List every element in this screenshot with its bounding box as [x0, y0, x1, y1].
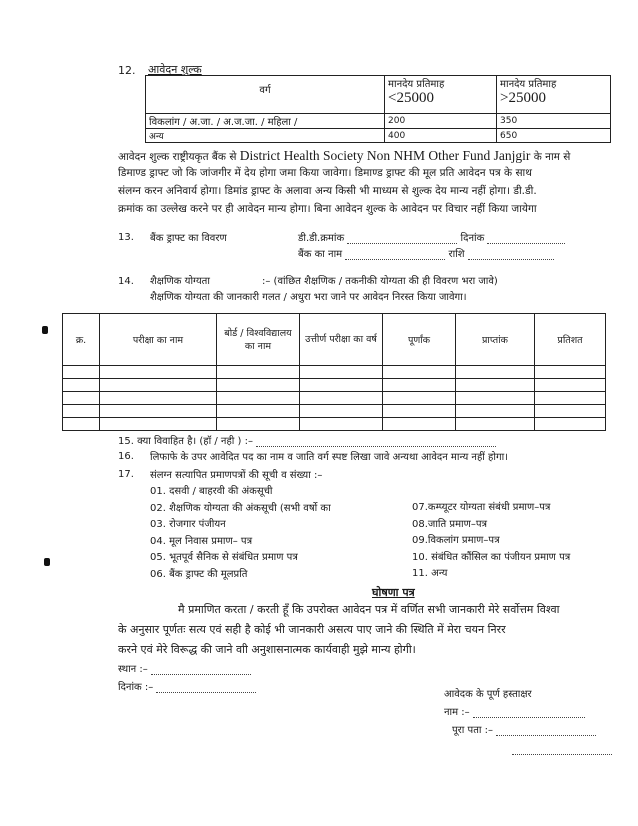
fee-table — [145, 75, 611, 143]
docs-left-list — [150, 484, 331, 583]
dd-bank-blank[interactable] — [345, 249, 445, 260]
declaration-line1: मै प्रमाणित करता / करती हूँ कि उपरोक्त आवेदन पत्र में वर्णित सभी जानकारी मेरे सर्वोत्तम विश्वा — [178, 603, 560, 616]
cell[interactable] — [535, 418, 606, 431]
date-blank[interactable] — [156, 682, 256, 693]
section-13-number: 13. — [118, 232, 134, 243]
fee-col1-line1: मानदेय प्रतिमाह — [388, 79, 445, 90]
address-blank-line2[interactable] — [512, 736, 612, 755]
edu-header-percent: प्रतिशत — [535, 314, 606, 366]
cell[interactable] — [300, 405, 383, 418]
fee-paragraph-line3: संलग्न करन अनिवार्य होगा। डिमांड ड्राफ्ट के अलावा अन्य किसी भी माध्यम से शुल्क देय मान्य नहीं होगा। डी.डी. — [118, 185, 537, 197]
dd-number-blank[interactable] — [347, 233, 457, 244]
declaration-title: घोषणा पत्र — [372, 586, 415, 599]
list-item: 07.कम्प्यूटर योग्यता संबंधी प्रमाण–पत्र — [412, 502, 551, 513]
fee-row-others — [146, 129, 611, 143]
cell[interactable] — [300, 418, 383, 431]
edu-header-total: पूर्णांक — [383, 314, 456, 366]
section-15-text: क्या विवाहित है। (हॉ / नही ) :– — [137, 436, 253, 447]
punch-hole-mark — [42, 326, 48, 334]
cell[interactable] — [535, 392, 606, 405]
list-item: 06. बैंक ड्राफ्ट की मूलप्रति — [150, 568, 248, 580]
fee-para-text: के नाम से — [533, 151, 571, 163]
date-row — [118, 679, 256, 693]
list-item: 09.विकलांग प्रमाण–पत्र — [412, 535, 500, 546]
cell[interactable] — [456, 405, 535, 418]
table-row — [63, 405, 606, 418]
fee-col-below-25000 — [385, 76, 497, 114]
section-14-label: शैक्षणिक योग्यता — [150, 276, 210, 287]
fee-row-category: अन्य — [146, 129, 385, 143]
cell[interactable] — [100, 418, 217, 431]
table-row — [63, 379, 606, 392]
section-15-number: 15. — [118, 436, 134, 447]
table-row — [63, 392, 606, 405]
cell[interactable] — [217, 405, 300, 418]
fee-row-value-a: 200 — [385, 114, 497, 129]
dd-date-blank[interactable] — [487, 233, 565, 244]
section-12-number: 12. — [118, 64, 136, 77]
list-item: 01. दसवी / बाहरवी की अंकसूची — [150, 486, 273, 497]
cell[interactable] — [63, 405, 100, 418]
section-17-title: संलग्न सत्यापित प्रमाणपत्रों की सूची व संख्या :– — [150, 470, 323, 481]
cell[interactable] — [63, 379, 100, 392]
edu-header-sno: क्र. — [63, 314, 100, 366]
cell[interactable] — [456, 392, 535, 405]
fee-col1-line2: <25000 — [388, 90, 434, 106]
fee-para-text: आवेदन शुल्क राष्ट्रीयकृत बैंक से — [118, 151, 237, 163]
cell[interactable] — [456, 379, 535, 392]
cell[interactable] — [300, 379, 383, 392]
section-14-warning: शैक्षणिक योग्यता की जानकारी गलत / अधुरा भरा जाने पर आवेदन निरस्त किया जावेगा। — [150, 292, 467, 303]
edu-header-obtained: प्राप्तांक — [456, 314, 535, 366]
fee-col2-line1: मानदेय प्रतिमाह — [500, 79, 557, 90]
fee-paragraph-line4: क्रमांक का उल्लेख करने पर ही आवेदन मान्य होगा। बिना आवेदन शुल्क के आवेदन पर विचार नहीं किया जायेगा — [118, 203, 537, 215]
cell[interactable] — [535, 405, 606, 418]
place-blank[interactable] — [151, 664, 251, 675]
cell[interactable] — [383, 366, 456, 379]
cell[interactable] — [217, 418, 300, 431]
cell[interactable] — [100, 405, 217, 418]
cell[interactable] — [383, 418, 456, 431]
section-16-number: 16. — [118, 451, 134, 462]
fee-row-value-b: 350 — [497, 114, 611, 129]
list-item: 05. भूतपूर्व सैनिक से संबंधित प्रमाण पत्र — [150, 552, 298, 563]
name-blank[interactable] — [473, 707, 585, 718]
cell[interactable] — [383, 405, 456, 418]
fee-row-value-a: 400 — [385, 129, 497, 143]
list-item: 08.जाति प्रमाण–पत्र — [412, 518, 488, 530]
address-row — [452, 722, 596, 736]
docs-right-list — [412, 500, 570, 583]
address-blank[interactable] — [496, 725, 596, 736]
cell[interactable] — [100, 366, 217, 379]
dd-amount-blank[interactable] — [468, 249, 554, 260]
cell[interactable] — [300, 366, 383, 379]
cell[interactable] — [535, 379, 606, 392]
list-item: 10. संबंधित कौंसिल का पंजीयन प्रमाण पत्र — [412, 551, 571, 563]
edu-header-board: बोर्ड / विश्वविद्यालय का नाम — [217, 314, 300, 366]
list-item: 02. शैक्षणिक योग्यता की अंकसूची (सभी वर्षो का — [150, 502, 331, 514]
section-12-title: आवेदन शुल्क — [148, 63, 202, 76]
dd-date-label: दिनांक — [460, 233, 485, 244]
education-header-row — [63, 314, 606, 366]
dd-amount-label: राशि — [448, 249, 465, 260]
cell[interactable] — [63, 418, 100, 431]
fee-col-above-25000 — [497, 76, 611, 114]
edu-header-exam: परीक्षा का नाम — [100, 314, 217, 366]
dd-bank-row — [298, 246, 554, 260]
fee-col2-line2: >25000 — [500, 90, 546, 106]
section-13-label: बैंक ड्राफ्ट का विवरण — [150, 233, 227, 244]
date-label: दिनांक :– — [118, 682, 154, 693]
name-label: नाम :– — [444, 707, 470, 718]
table-row — [63, 418, 606, 431]
section-17-number: 17. — [118, 469, 134, 480]
fee-col-category: वर्ग — [146, 76, 385, 114]
cell[interactable] — [217, 366, 300, 379]
fee-row-value-b: 650 — [497, 129, 611, 143]
name-row — [444, 704, 585, 718]
cell[interactable] — [300, 392, 383, 405]
table-row — [63, 366, 606, 379]
married-blank[interactable] — [256, 436, 496, 447]
declaration-line2: के अनुसार पूर्णतः सत्य एवं सही है कोई भी जानकारी असत्य पाए जाने की स्थिति में मेरा चयन निरर — [118, 623, 506, 636]
punch-hole-mark — [44, 558, 50, 566]
dd-bank-label: बैंक का नाम — [298, 249, 343, 260]
list-item: 11. अन्य — [412, 568, 448, 579]
cell[interactable] — [456, 418, 535, 431]
cell[interactable] — [100, 379, 217, 392]
cell[interactable] — [63, 392, 100, 405]
cell[interactable] — [383, 379, 456, 392]
address-label: पूरा पता :– — [452, 725, 494, 736]
cell[interactable] — [217, 379, 300, 392]
section-16-text: लिफाफे के उपर आवेदित पद का नाम व जाति वर्ग स्पष्ट लिखा जावे अन्यथा आवेदन मान्य नहीं होगा। — [150, 452, 508, 463]
fee-row-reserved — [146, 114, 611, 129]
fee-fund-name: District Health Society Non NHM Other Fund Janjgir — [239, 148, 531, 163]
section-14-note: :– (वांछित शैक्षणिक / तकनीकी योग्यता की ही विवरण भरा जावे) — [262, 276, 498, 287]
dd-number-row — [298, 230, 565, 244]
cell[interactable] — [63, 366, 100, 379]
section-15-row — [118, 433, 496, 447]
edu-header-year: उत्तीर्ण परीक्षा का वर्ष — [300, 314, 383, 366]
signature-label: आवेदक के पूर्ण हस्ताक्षर — [444, 689, 532, 700]
fee-paragraph-line1 — [118, 148, 570, 165]
cell[interactable] — [100, 392, 217, 405]
fee-row-category: विकलांग / अ.जा. / अ.ज.जा. / महिला / — [146, 114, 385, 129]
place-label: स्थान :– — [118, 664, 148, 675]
fee-paragraph-line2: डिमाण्ड ड्राफ्ट जो कि जांजगीर में देय होगा जमा किया जावेगा। डिमाण्ड ड्राफ्ट की मूल प्रति आवेदन पत्र के साथ — [118, 167, 532, 179]
cell[interactable] — [535, 366, 606, 379]
cell[interactable] — [383, 392, 456, 405]
list-item: 04. मूल निवास प्रमाण– पत्र — [150, 535, 253, 547]
dd-number-label: डी.डी.क्रमांक — [298, 233, 345, 244]
cell[interactable] — [217, 392, 300, 405]
list-item: 03. रोजगार पंजीयन — [150, 519, 226, 530]
place-row — [118, 661, 251, 675]
declaration-line3: करने एवं मेरे विरूद्ध की जाने वाी अनुशासनात्मक कार्यवाही मुझे मान्य होगी। — [118, 643, 416, 656]
address-blank-extra[interactable] — [512, 744, 612, 755]
section-14-number: 14. — [118, 276, 134, 287]
education-table — [62, 313, 606, 431]
cell[interactable] — [456, 366, 535, 379]
